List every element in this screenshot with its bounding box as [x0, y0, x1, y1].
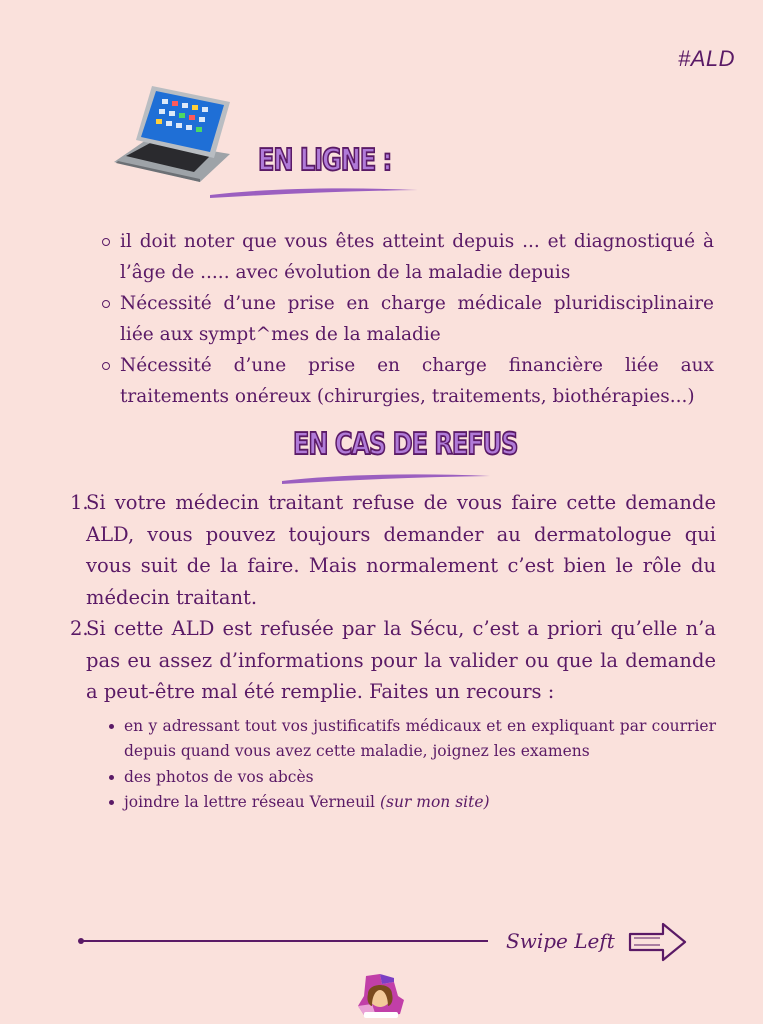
list-item — [70, 487, 716, 613]
site-note: (sur mon site) — [379, 793, 490, 811]
list-number: 1. — [70, 491, 89, 514]
list-number: 2. — [70, 617, 89, 640]
hashtag: #ALD — [677, 46, 735, 71]
sub-list-item: des photos de vos abcès — [124, 765, 716, 791]
list-item — [70, 613, 716, 816]
sub-list-item — [124, 790, 716, 816]
section-title-refus: EN CAS DE REFUS — [293, 426, 518, 462]
author-logo — [354, 972, 408, 1022]
list-text: Si cette ALD est refusée par la Sécu, c’est a priori qu’elle n’a pas eu assez d’informations pour la valider ou que la demande a peut-être mal été remplie. Faites un recours : — [86, 617, 716, 703]
list-item: Nécessité d’une prise en charge médicale pluridisciplinaire liée aux sympt^mes de la maladie — [120, 288, 714, 350]
divider-line — [80, 940, 488, 942]
section-title-en-ligne: EN LIGNE : — [258, 142, 392, 178]
brush-underline — [208, 184, 420, 200]
sub-list-text: joindre la lettre réseau Verneuil — [124, 793, 375, 811]
recourse-sublist — [86, 714, 716, 816]
online-requirements-list — [120, 226, 714, 412]
swipe-left-text: Swipe Left — [506, 929, 615, 953]
arrow-right-icon[interactable] — [627, 920, 689, 964]
list-item: Nécessité d’une prise en charge financière liée aux traitements onéreux (chirurgies, traitements, biothérapies...) — [120, 350, 714, 412]
brush-underline — [280, 470, 492, 486]
sub-list-item: en y adressant tout vos justificatifs médicaux et en expliquant par courrier depuis quand vous avez cette maladie, joignez les examens — [124, 714, 716, 765]
refusal-steps-list — [70, 487, 716, 816]
list-text: Si votre médecin traitant refuse de vous faire cette demande ALD, vous pouvez toujours demander au dermatologue qui vous suit de la faire. Mais normalement c’est bien le rôle du médecin traitant. — [86, 491, 716, 609]
laptop-icon — [108, 82, 232, 182]
list-item: il doit noter que vous êtes atteint depuis ... et diagnostiqué à l’âge de ..... avec évolution de la maladie depuis — [120, 226, 714, 288]
